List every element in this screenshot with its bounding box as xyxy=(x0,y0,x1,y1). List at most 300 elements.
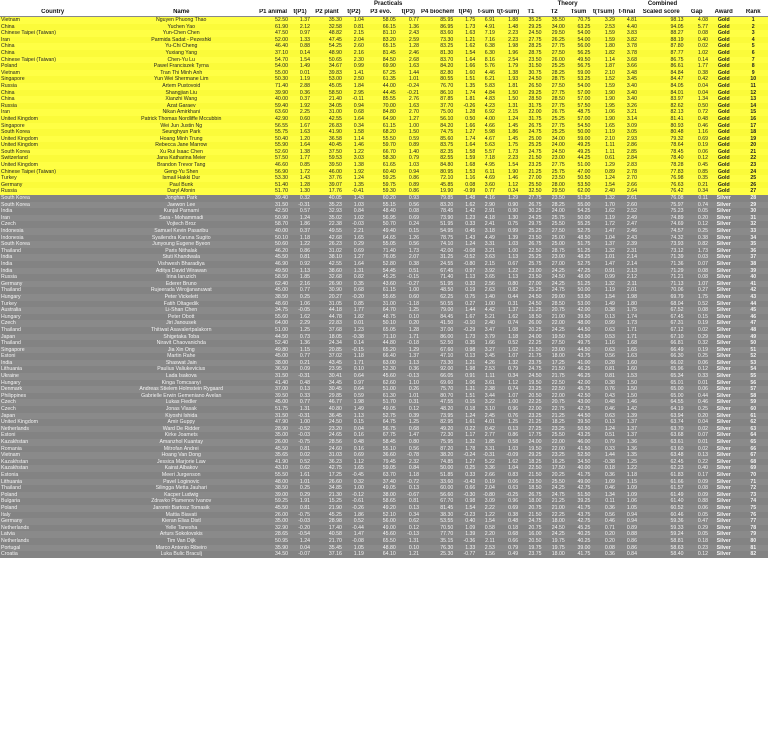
table-cell: Silver xyxy=(709,498,738,505)
table-row xyxy=(0,248,768,255)
table-cell: 0.86 xyxy=(616,545,638,552)
table-row xyxy=(0,235,768,242)
table-cell: 45.50 xyxy=(257,446,289,453)
table-cell: Jonas Vlasak xyxy=(105,406,257,413)
table-cell: 76.63 xyxy=(638,182,685,189)
table-cell: 48.90 xyxy=(311,50,343,57)
table-cell: 51.75 xyxy=(566,241,592,248)
table-cell: 4 xyxy=(738,37,768,44)
table-cell: 47.00 xyxy=(566,169,592,176)
table-cell: 59.75 xyxy=(365,182,397,189)
table-cell: Bulgaria xyxy=(0,498,105,505)
table-cell: 26.75 xyxy=(519,241,542,248)
table-cell: 39.50 xyxy=(566,314,592,321)
table-cell: 76.98 xyxy=(638,175,685,182)
table-cell: 2 xyxy=(738,24,768,31)
table-cell: 0.20 xyxy=(685,413,710,420)
table-cell: 57.50 xyxy=(257,155,289,162)
table-cell: 27.50 xyxy=(542,83,565,90)
table-cell: 0.19 xyxy=(685,347,710,354)
table-cell: 86.75 xyxy=(638,57,685,64)
table-cell: 5.63 xyxy=(476,142,496,149)
table-cell: 71.29 xyxy=(638,268,685,275)
table-cell: 1.48 xyxy=(496,24,519,31)
table-cell: 1.11 xyxy=(591,149,616,156)
table-cell: 0.33 xyxy=(454,472,476,479)
table-cell: 26.25 xyxy=(542,37,565,44)
table-cell: 31.50 xyxy=(519,63,542,70)
table-cell: 45 xyxy=(738,307,768,314)
table-cell: Silver xyxy=(709,320,738,327)
table-row xyxy=(0,261,768,268)
table-cell: -0.24 xyxy=(454,452,476,459)
table-cell: -0.03 xyxy=(289,432,311,439)
table-cell: 56.25 xyxy=(566,50,592,57)
table-cell: 0.15 xyxy=(343,419,365,426)
table-cell: 0.13 xyxy=(591,419,616,426)
table-cell: 25.50 xyxy=(542,221,565,228)
table-cell: 3.78 xyxy=(616,43,638,50)
table-cell: 6.11 xyxy=(476,169,496,176)
table-cell: 1.17 xyxy=(454,432,476,439)
table-cell: 55.10 xyxy=(365,446,397,453)
table-cell: 0.39 xyxy=(397,413,420,420)
column-header-row xyxy=(0,9,768,17)
table-cell: 63.61 xyxy=(638,439,685,446)
table-cell: 1.93 xyxy=(496,76,519,83)
table-cell: 0.84 xyxy=(397,465,420,472)
table-cell: 60.52 xyxy=(638,505,685,512)
table-cell: 59.33 xyxy=(638,525,685,532)
table-cell: Brandon Trevor Tang xyxy=(105,162,257,169)
table-cell: India xyxy=(0,268,105,275)
table-cell: 35 xyxy=(738,241,768,248)
table-row xyxy=(0,96,768,103)
table-cell: 49.00 xyxy=(566,479,592,486)
table-cell: 42.75 xyxy=(566,406,592,413)
table-cell: 54.70 xyxy=(257,57,289,64)
table-cell: 27.00 xyxy=(519,281,542,288)
table-cell: Gold xyxy=(709,188,738,195)
table-cell: 25.50 xyxy=(542,432,565,439)
table-cell: Silver xyxy=(709,314,738,321)
table-cell: 2.68 xyxy=(397,57,420,64)
table-cell: 52.50 xyxy=(566,452,592,459)
table-cell: 30 xyxy=(738,208,768,215)
table-cell: Iran xyxy=(0,37,105,44)
table-cell: 27.00 xyxy=(542,261,565,268)
table-cell: 1.40 xyxy=(476,294,496,301)
table-cell: 48.75 xyxy=(566,109,592,116)
table-cell: 0.82 xyxy=(685,241,710,248)
table-cell: 61.65 xyxy=(365,162,397,169)
table-cell: Gold xyxy=(709,17,738,24)
table-cell: -0.36 xyxy=(454,538,476,545)
table-cell: 31.05 xyxy=(311,301,343,308)
table-cell: 41.40 xyxy=(257,380,289,387)
table-row xyxy=(0,446,768,453)
table-row xyxy=(0,195,768,202)
table-cell: 86.10 xyxy=(420,90,454,97)
table-cell: 0.31 xyxy=(496,301,519,308)
table-cell: 30.25 xyxy=(519,208,542,215)
table-cell: 1.74 xyxy=(454,90,476,97)
table-cell: India xyxy=(0,360,105,367)
table-cell: 1.35 xyxy=(343,182,365,189)
table-cell: 3.83 xyxy=(616,30,638,37)
table-cell: 32.90 xyxy=(257,525,289,532)
table-cell: Kinga Tomcsanyi xyxy=(105,380,257,387)
table-cell: 85.60 xyxy=(420,136,454,143)
table-cell: 1.50 xyxy=(616,380,638,387)
table-cell: Switzerland xyxy=(0,155,105,162)
table-cell: 60.46 xyxy=(638,512,685,519)
table-cell: 51.00 xyxy=(365,386,397,393)
table-cell: 51.50 xyxy=(566,492,592,499)
table-cell: Xu Rui Isaac Chen xyxy=(105,149,257,156)
table-cell: 66.05 xyxy=(420,373,454,380)
table-cell: 3.05 xyxy=(616,129,638,136)
table-cell: Thailand xyxy=(0,248,105,255)
table-cell: 0.89 xyxy=(591,169,616,176)
table-cell: 55.50 xyxy=(257,472,289,479)
table-cell: 1.90 xyxy=(496,169,519,176)
table-cell: 1.47 xyxy=(397,432,420,439)
table-cell: 49.05 xyxy=(365,485,397,492)
table-cell: 0.46 xyxy=(685,399,710,406)
table-cell: 46.25 xyxy=(566,366,592,373)
table-cell: 0.25 xyxy=(685,353,710,360)
table-cell: 63.48 xyxy=(638,452,685,459)
table-cell: 60.40 xyxy=(365,169,397,176)
table-cell: 0.23 xyxy=(685,545,710,552)
table-cell: 0.79 xyxy=(397,155,420,162)
table-row xyxy=(0,274,768,281)
table-cell: 65.50 xyxy=(365,538,397,545)
table-cell: 69.79 xyxy=(638,294,685,301)
table-cell: 42.90 xyxy=(257,116,289,123)
table-cell: Silver xyxy=(709,307,738,314)
table-cell: 1.02 xyxy=(343,215,365,222)
table-row xyxy=(0,254,768,261)
table-cell: 3.44 xyxy=(476,393,496,400)
table-cell: Germany xyxy=(0,518,105,525)
table-cell: 1.22 xyxy=(343,149,365,156)
table-cell: 0.83 xyxy=(496,472,519,479)
table-cell: 45.05 xyxy=(311,83,343,90)
table-cell: 1.19 xyxy=(591,287,616,294)
table-cell: 0.97 xyxy=(343,380,365,387)
table-cell: 16.00 xyxy=(519,531,542,538)
table-cell: 55.25 xyxy=(566,221,592,228)
table-cell: 0.05 xyxy=(685,208,710,215)
table-cell: 0.82 xyxy=(496,287,519,294)
table-cell: 67.60 xyxy=(420,347,454,354)
table-cell: Denmark xyxy=(0,386,105,393)
table-cell: 3.18 xyxy=(476,228,496,235)
table-cell: 67.10 xyxy=(638,334,685,341)
table-cell: 18.00 xyxy=(542,353,565,360)
table-cell: 0.51 xyxy=(591,432,616,439)
table-cell: -0.80 xyxy=(476,492,496,499)
table-cell: 1.31 xyxy=(343,268,365,275)
table-cell: 1.37 xyxy=(397,353,420,360)
table-cell: Pawel Franciszek Tyrna xyxy=(105,63,257,70)
table-cell: 18.00 xyxy=(542,551,565,558)
table-cell: 3.60 xyxy=(476,182,496,189)
table-cell: 87.85 xyxy=(420,96,454,103)
table-cell: 84.05 xyxy=(638,83,685,90)
table-cell: Yun-Chen Chen xyxy=(105,30,257,37)
table-cell: 27.50 xyxy=(542,340,565,347)
table-cell: 48.80 xyxy=(365,545,397,552)
table-cell: 57.00 xyxy=(566,116,592,123)
table-cell: 1.37 xyxy=(616,432,638,439)
table-cell: 63.74 xyxy=(638,419,685,426)
group-theory: Theory xyxy=(519,0,616,9)
table-cell: 0.08 xyxy=(685,307,710,314)
table-cell: 1.21 xyxy=(454,37,476,44)
table-cell: 1.28 xyxy=(454,109,476,116)
table-cell: 1.54 xyxy=(591,294,616,301)
table-cell: 45.75 xyxy=(566,386,592,393)
table-cell: 1.24 xyxy=(289,215,311,222)
column-header: Award xyxy=(709,9,738,17)
table-cell: 38 xyxy=(738,261,768,268)
table-cell: 55.75 xyxy=(257,129,289,136)
table-cell: 22.50 xyxy=(519,248,542,255)
table-cell: 3.47 xyxy=(476,327,496,334)
table-cell: Daryl Afonin xyxy=(105,188,257,195)
table-cell: 23.00 xyxy=(542,254,565,261)
table-cell: 22.00 xyxy=(542,320,565,327)
table-cell: 1.08 xyxy=(496,327,519,334)
table-cell: 1.67 xyxy=(454,314,476,321)
table-cell: 74.85 xyxy=(420,459,454,466)
table-cell: 1.39 xyxy=(454,531,476,538)
table-cell: 0.36 xyxy=(591,472,616,479)
table-cell: 1.03 xyxy=(496,241,519,248)
table-cell: 0.36 xyxy=(591,505,616,512)
table-cell: 23.50 xyxy=(519,235,542,242)
table-cell: 1.65 xyxy=(343,235,365,242)
table-cell: 35.45 xyxy=(311,545,343,552)
table-row xyxy=(0,149,768,156)
table-cell: Silver xyxy=(709,195,738,202)
table-cell: Silver xyxy=(709,327,738,334)
table-cell: 1.54 xyxy=(454,505,476,512)
table-cell: 77.70 xyxy=(420,531,454,538)
table-cell: Indonesia xyxy=(0,235,105,242)
table-cell: Gold xyxy=(709,169,738,176)
table-cell: 0.90 xyxy=(496,202,519,209)
group-header-row xyxy=(0,0,768,9)
table-cell: 0.35 xyxy=(685,175,710,182)
table-cell: 53.00 xyxy=(566,301,592,308)
column-header: t(P1) xyxy=(289,9,311,17)
table-row xyxy=(0,188,768,195)
table-cell: 1.02 xyxy=(496,347,519,354)
table-cell: 2.31 xyxy=(616,248,638,255)
table-cell: 35.90 xyxy=(257,545,289,552)
table-cell: 57.50 xyxy=(566,103,592,110)
table-cell: 71.13 xyxy=(638,281,685,288)
table-cell: 44.80 xyxy=(365,340,397,347)
table-cell: 66.40 xyxy=(365,353,397,360)
table-cell: 1.06 xyxy=(616,498,638,505)
table-cell: 24.75 xyxy=(519,129,542,136)
table-cell: Gold xyxy=(709,63,738,70)
table-cell: 1.53 xyxy=(616,373,638,380)
table-cell: 43.00 xyxy=(566,399,592,406)
table-cell: 1 xyxy=(738,17,768,24)
table-cell: 69 xyxy=(738,465,768,472)
table-cell: 1.85 xyxy=(476,439,496,446)
table-row xyxy=(0,485,768,492)
table-cell: 78.40 xyxy=(638,155,685,162)
table-cell: 0.07 xyxy=(685,432,710,439)
table-cell: 1.18 xyxy=(289,235,311,242)
table-cell: 81.41 xyxy=(638,116,685,123)
table-cell: 1.37 xyxy=(289,17,311,24)
table-cell: 0.77 xyxy=(397,17,420,24)
table-cell: -0.09 xyxy=(496,452,519,459)
table-cell: 1.62 xyxy=(454,202,476,209)
table-cell: 24.75 xyxy=(542,287,565,294)
table-cell: 58 xyxy=(738,393,768,400)
table-cell: 56.55 xyxy=(257,123,289,130)
table-cell: 0.44 xyxy=(685,393,710,400)
table-cell: 1.74 xyxy=(454,136,476,143)
table-cell: South Korea xyxy=(0,195,105,202)
table-cell: 42.75 xyxy=(566,518,592,525)
table-cell: 4.08 xyxy=(685,17,710,24)
table-cell: 17.76 xyxy=(311,188,343,195)
table-cell: 0.80 xyxy=(397,439,420,446)
table-cell: Lada Isakova xyxy=(105,373,257,380)
table-cell: Russia xyxy=(0,83,105,90)
column-header: t(P4) xyxy=(454,9,476,17)
table-cell: 1.86 xyxy=(496,129,519,136)
table-cell: 44.25 xyxy=(566,155,592,162)
table-cell: Silver xyxy=(709,287,738,294)
table-cell: 43 xyxy=(738,294,768,301)
table-cell: 0.13 xyxy=(397,505,420,512)
table-cell: 0.40 xyxy=(685,37,710,44)
table-cell: Tim Van Dijk xyxy=(105,538,257,545)
table-cell: 38.60 xyxy=(311,268,343,275)
table-cell: 59.25 xyxy=(257,498,289,505)
table-cell: 48.60 xyxy=(257,301,289,308)
table-cell: 74.75 xyxy=(420,129,454,136)
table-cell: 29.50 xyxy=(542,188,565,195)
table-cell: Vietnam xyxy=(0,452,105,459)
table-cell: 2.13 xyxy=(616,268,638,275)
table-cell: 1.71 xyxy=(343,360,365,367)
table-cell: Meeri Jurgenson xyxy=(105,472,257,479)
table-cell: 0.22 xyxy=(454,426,476,433)
table-cell: 1.32 xyxy=(496,360,519,367)
table-cell: 60.00 xyxy=(420,485,454,492)
table-cell: 44.50 xyxy=(566,347,592,354)
table-row xyxy=(0,43,768,50)
table-cell: 87.80 xyxy=(638,43,685,50)
table-cell: 61.57 xyxy=(638,485,685,492)
table-cell: 0.76 xyxy=(496,413,519,420)
table-cell: 0.45 xyxy=(685,162,710,169)
table-cell: 78 xyxy=(738,525,768,532)
table-cell: 58.40 xyxy=(638,551,685,558)
table-cell: Kazakhstan xyxy=(0,459,105,466)
table-cell: 0.15 xyxy=(397,228,420,235)
table-cell: 61 xyxy=(738,413,768,420)
table-cell: 51.95 xyxy=(420,221,454,228)
table-cell: 21.50 xyxy=(519,155,542,162)
table-cell: 87.20 xyxy=(420,446,454,453)
table-cell: Thitiwat Asavalertpalakorn xyxy=(105,327,257,334)
table-cell: 98.13 xyxy=(638,17,685,24)
table-cell: 0.99 xyxy=(591,274,616,281)
table-cell: 2.70 xyxy=(397,109,420,116)
table-cell: 1.25 xyxy=(496,419,519,426)
table-cell: 33.60 xyxy=(420,479,454,486)
table-cell: 21.40 xyxy=(311,96,343,103)
table-cell: 51.85 xyxy=(420,472,454,479)
table-cell: 0.37 xyxy=(289,96,311,103)
table-cell: 45.85 xyxy=(420,182,454,189)
table-cell: 1.36 xyxy=(616,439,638,446)
table-cell: 51.75 xyxy=(257,406,289,413)
table-cell: 1.27 xyxy=(397,116,420,123)
table-cell: 1.86 xyxy=(343,512,365,519)
table-cell: 2.78 xyxy=(616,169,638,176)
table-cell: 54.00 xyxy=(566,37,592,44)
table-cell: 0.99 xyxy=(496,228,519,235)
table-cell: 0.71 xyxy=(591,525,616,532)
table-cell: 3.79 xyxy=(476,334,496,341)
table-cell: 28.50 xyxy=(519,96,542,103)
table-cell: 45.25 xyxy=(311,512,343,519)
table-cell: 28.50 xyxy=(542,301,565,308)
table-cell: 1.11 xyxy=(591,142,616,149)
table-cell: 1.96 xyxy=(496,50,519,57)
table-cell: -0.10 xyxy=(454,320,476,327)
table-cell: 1.65 xyxy=(343,465,365,472)
table-cell: 17.40 xyxy=(311,525,343,532)
table-cell: 0.50 xyxy=(685,103,710,110)
table-cell: -0.54 xyxy=(289,531,311,538)
table-cell: 22.50 xyxy=(542,380,565,387)
table-cell: 0.56 xyxy=(397,241,420,248)
table-cell: 59.36 xyxy=(638,518,685,525)
table-cell: Silver xyxy=(709,465,738,472)
table-cell: 1.62 xyxy=(591,208,616,215)
table-cell: 22.00 xyxy=(519,406,542,413)
table-cell: Iran xyxy=(0,215,105,222)
table-cell: 25.25 xyxy=(542,129,565,136)
table-row xyxy=(0,538,768,545)
table-cell: 0.60 xyxy=(289,116,311,123)
table-row xyxy=(0,472,768,479)
table-cell: 0.32 xyxy=(343,479,365,486)
table-cell: 37.02 xyxy=(311,353,343,360)
table-cell: 0.51 xyxy=(397,268,420,275)
table-cell: 51.25 xyxy=(566,248,592,255)
table-cell: Turkey xyxy=(0,175,105,182)
table-cell: 59.05 xyxy=(365,465,397,472)
table-cell: 1.59 xyxy=(591,37,616,44)
table-cell: 0.81 xyxy=(397,498,420,505)
